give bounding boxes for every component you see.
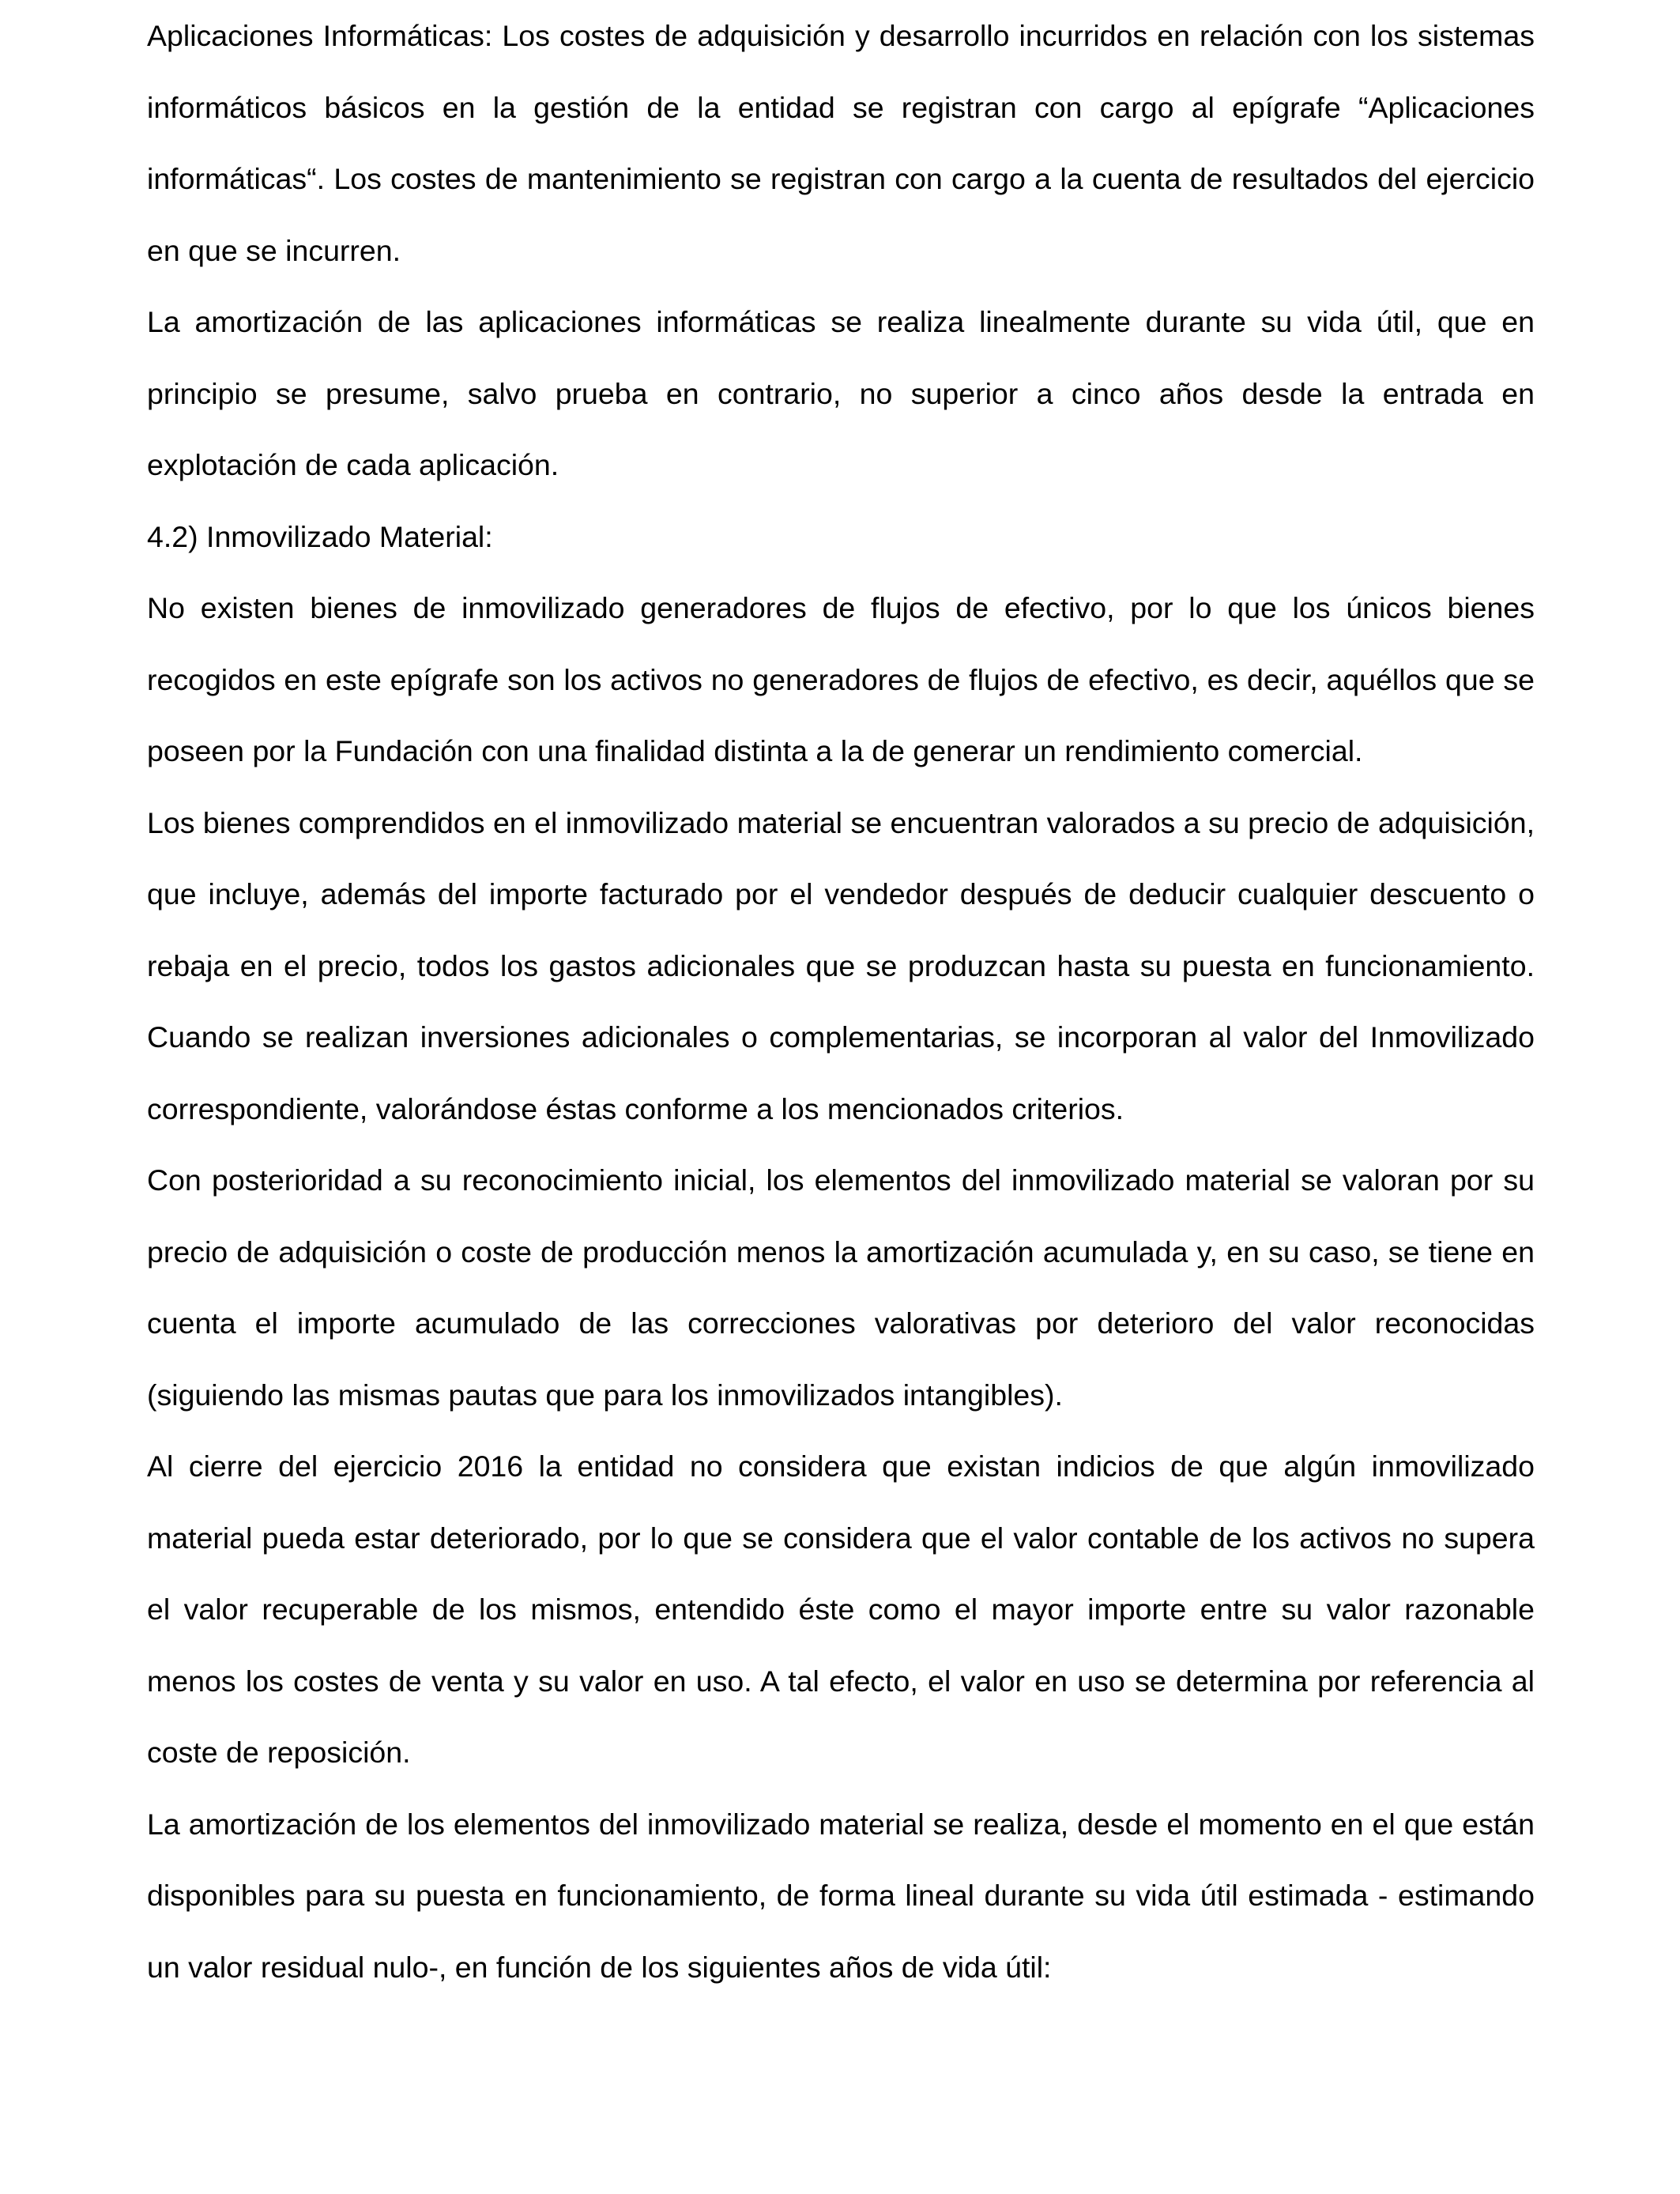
- document-page: [147, 0, 1535, 2003]
- paragraph-bienes-inmovilizado: No existen bienes de inmovilizado generadores de flujos de efectivo, por lo que los únicos bienes recogidos en este epígrafe son los activos no generadores de flujos de efectivo, es decir, aquéllos que se poseen por la Fundación con una finalidad distinta a la de generar un rendimiento comercial.: [147, 591, 1535, 767]
- paragraph-cierre-ejercicio: Al cierre del ejercicio 2016 la entidad no considera que existan indicios de que algún inmovilizado material pueda estar deteriorado, por lo que se considera que el valor contable de los activos no supera el valor recuperable de los mismos, entendido éste como el mayor importe entre su valor razonable menos los costes de venta y su valor en uso. A tal efecto, el valor en uso se determina por referencia al coste de reposición.: [147, 1449, 1535, 1769]
- paragraph-amortizacion-elementos: La amortización de los elementos del inmovilizado material se realiza, desde el momento en el que están disponibles para su puesta en funcionamiento, de forma lineal durante su vida útil estimada - estimando un valor residual nulo-, en función de los siguientes años de vida útil:: [147, 1807, 1535, 1984]
- paragraph-valoracion-precio-adquisicion: Los bienes comprendidos en el inmovilizado material se encuentran valorados a su precio de adquisición, que incluye, además del importe facturado por el vendedor después de deducir cualquier descuento o rebaja en el precio, todos los gastos adicionales que se produzcan hasta su puesta en funcionamiento. Cuando se realizan inversiones adicionales o complementarias, se incorporan al valor del Inmovilizado correspondiente, valorándose éstas conforme a los mencionados criterios.: [147, 805, 1535, 1125]
- paragraph-aplicaciones-informaticas: Aplicaciones Informáticas: Los costes de adquisición y desarrollo incurridos en relación con los sistemas informáticos básicos en la gestión de la entidad se registran con cargo al epígrafe “Aplicaciones informáticas“. Los costes de mantenimiento se registran con cargo a la cuenta de resultados del ejercicio en que se incurren.: [147, 19, 1535, 267]
- paragraph-amortizacion-aplicaciones: La amortización de las aplicaciones informáticas se realiza linealmente durante su vida útil, que en principio se presume, salvo prueba en contrario, no superior a cinco años desde la entrada en explotación de cada aplicación.: [147, 305, 1535, 481]
- section-heading-inmovilizado-material: 4.2) Inmovilizado Material:: [147, 519, 493, 553]
- paragraph-reconocimiento-inicial: Con posterioridad a su reconocimiento inicial, los elementos del inmovilizado material se valoran por su precio de adquisición o coste de producción menos la amortización acumulada y, en su caso, se tiene en cuenta el importe acumulado de las correcciones valorativas por deterioro del valor reconocidas (siguiendo las mismas pautas que para los inmovilizados intangibles).: [147, 1163, 1535, 1412]
